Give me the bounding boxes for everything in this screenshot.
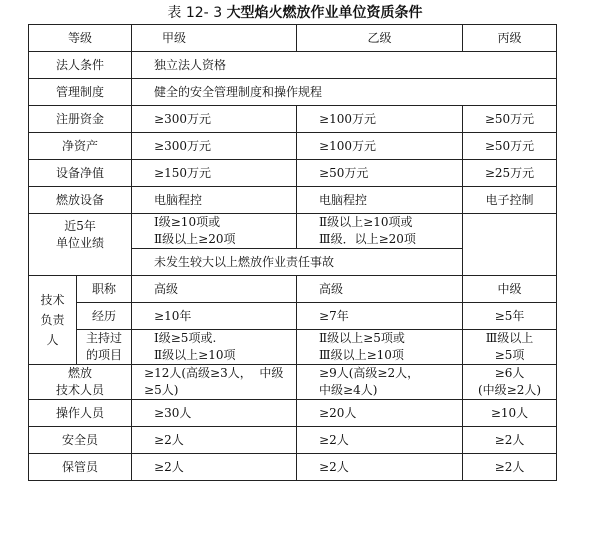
cell-line: 中级≥4人)	[319, 383, 378, 397]
row-operators	[29, 400, 557, 427]
row-safety-officer	[29, 427, 557, 454]
cell-level-c: ≥50万元	[463, 133, 557, 160]
cell-line: ≥6人	[494, 366, 525, 380]
cell-level-c: ≥5年	[463, 303, 557, 330]
row-tech-staff	[29, 365, 557, 400]
label-line: 单位业绩	[56, 236, 105, 250]
cell-line: Ⅱ级以上≥10项或	[319, 215, 413, 229]
row-value: 健全的安全管理制度和操作规程	[132, 79, 557, 106]
cell-level-b: ≥2人	[297, 427, 463, 454]
cell-level-a: ≥30人	[132, 400, 297, 427]
cell-level-b: ≥100万元	[297, 106, 463, 133]
cell-level-c	[463, 330, 557, 365]
cell-level-c: ≥50万元	[463, 106, 557, 133]
row-tech-lead-experience	[29, 303, 557, 330]
sub-label: 职称	[77, 276, 132, 303]
cell-level-b	[297, 365, 463, 400]
cell-level-b: ≥100万元	[297, 133, 463, 160]
cell-level-c-empty	[463, 214, 557, 276]
cell-level-a: ≥2人	[132, 454, 297, 481]
cell-level-b: ≥50万元	[297, 160, 463, 187]
row-capital	[29, 106, 557, 133]
cell-line: Ⅰ级≥5项或.	[154, 331, 217, 345]
tech-lead-label	[29, 276, 77, 365]
cell-line: (中级≥2人)	[477, 383, 542, 397]
cell-level-c	[463, 365, 557, 400]
header-grade: 等级	[29, 25, 132, 52]
label-line: 主持过	[86, 331, 123, 345]
row-label: 安全员	[29, 427, 132, 454]
row-legal	[29, 52, 557, 79]
cell-level-a: ≥10年	[132, 303, 297, 330]
cell-line: Ⅲ级以上	[485, 331, 534, 345]
qualification-table	[28, 24, 557, 481]
label-line: 近5年	[64, 219, 96, 233]
cell-line: Ⅱ级以上≥10项	[154, 348, 236, 362]
header-level-a: 甲级	[132, 25, 297, 52]
cell-level-b: ≥2人	[297, 454, 463, 481]
table-caption	[0, 4, 590, 22]
row-label	[29, 365, 132, 400]
cell-level-c: ≥25万元	[463, 160, 557, 187]
cell-line: ≥9人(高级≥2人，	[319, 366, 420, 380]
row-performance	[29, 214, 557, 249]
cell-level-b	[297, 214, 463, 249]
label-char: 技术	[40, 293, 65, 307]
row-label: 注册资金	[29, 106, 132, 133]
table-title: 大型焰火燃放作业单位资质条件	[226, 5, 423, 21]
label-line: 燃放	[68, 366, 93, 380]
cell-line: Ⅱ级以上≥5项或	[319, 331, 405, 345]
cell-level-a: 电脑程控	[132, 187, 297, 214]
cell-level-b: 高级	[297, 276, 463, 303]
cell-line: Ⅱ级以上≥20项	[154, 232, 236, 246]
row-tech-lead-title	[29, 276, 557, 303]
cell-line: ≥5人)	[144, 383, 179, 397]
row-label: 燃放设备	[29, 187, 132, 214]
row-label: 操作人员	[29, 400, 132, 427]
cell-line: ≥12人(高级≥3人， 中级	[144, 366, 284, 380]
label-char: 人	[46, 333, 59, 347]
row-label: 保管员	[29, 454, 132, 481]
row-value: 独立法人资格	[132, 52, 557, 79]
cell-level-a: ≥2人	[132, 427, 297, 454]
cell-level-a: ≥300万元	[132, 106, 297, 133]
cell-level-a: 高级	[132, 276, 297, 303]
cell-level-a: ≥150万元	[132, 160, 297, 187]
cell-level-c: ≥2人	[463, 454, 557, 481]
row-equip-value	[29, 160, 557, 187]
cell-level-c: 电子控制	[463, 187, 557, 214]
label-line: 的项目	[86, 348, 123, 362]
cell-level-c: 中级	[463, 276, 557, 303]
label-char: 负责	[40, 313, 65, 327]
row-label	[29, 214, 132, 276]
cell-line: Ⅲ级以上≥10项	[319, 348, 404, 362]
row-label: 设备净值	[29, 160, 132, 187]
cell-level-b	[297, 330, 463, 365]
cell-safety-record: 未发生较大以上燃放作业责任事故	[132, 249, 463, 276]
row-mgmt	[29, 79, 557, 106]
cell-level-b: 电脑程控	[297, 187, 463, 214]
sub-label: 经历	[77, 303, 132, 330]
table-header-row	[29, 25, 557, 52]
cell-level-c: ≥10人	[463, 400, 557, 427]
label-line: 技术人员	[56, 383, 105, 397]
cell-level-a	[132, 214, 297, 249]
cell-level-b: ≥20人	[297, 400, 463, 427]
table-number: 表 12- 3	[167, 5, 223, 21]
row-tech-lead-projects	[29, 330, 557, 365]
cell-line: Ⅰ级≥10项或	[154, 215, 221, 229]
row-label: 法人条件	[29, 52, 132, 79]
row-custodian	[29, 454, 557, 481]
header-level-b: 乙级	[297, 25, 463, 52]
row-equipment	[29, 187, 557, 214]
cell-line: Ⅲ级．以上≥20项	[319, 232, 416, 246]
cell-level-b: ≥7年	[297, 303, 463, 330]
cell-level-c: ≥2人	[463, 427, 557, 454]
sub-label	[77, 330, 132, 365]
cell-level-a	[132, 330, 297, 365]
cell-line: ≥5项	[494, 348, 525, 362]
cell-level-a	[132, 365, 297, 400]
row-label: 管理制度	[29, 79, 132, 106]
header-level-c: 丙级	[463, 25, 557, 52]
row-net-assets	[29, 133, 557, 160]
cell-level-a: ≥300万元	[132, 133, 297, 160]
row-label: 净资产	[29, 133, 132, 160]
